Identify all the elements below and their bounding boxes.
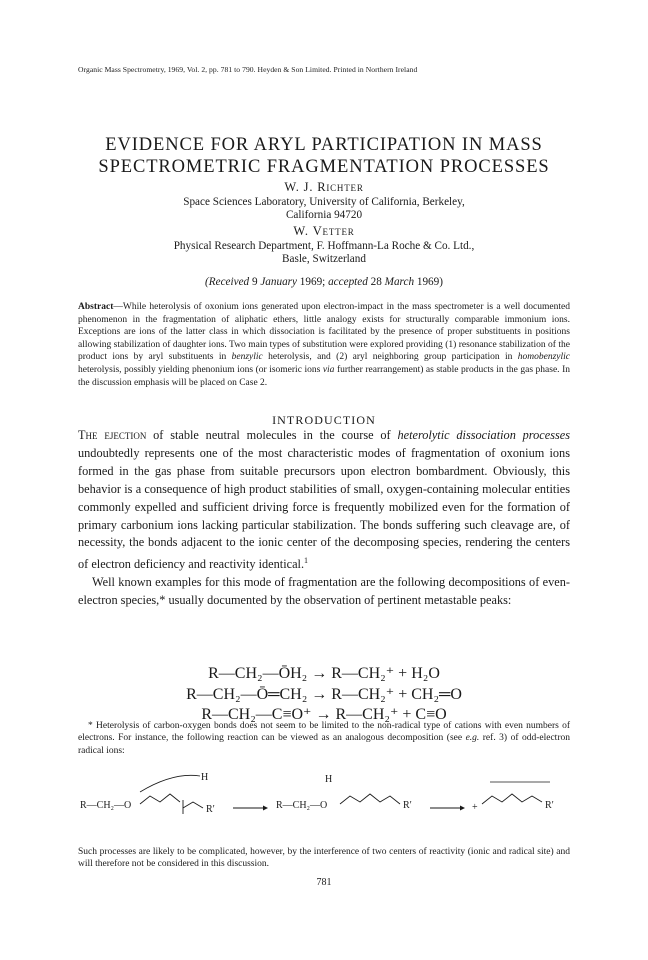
scheme-chain-2 [340,794,400,804]
scheme-left-formula: R—CH₂—O [80,800,132,811]
scheme-plus: + [472,802,478,813]
author-1-name: W. J. Richter [284,180,364,194]
section-heading-introduction: INTRODUCTION [272,413,376,427]
reaction-scheme [78,770,570,830]
author-2-affiliation-line-1: Physical Research Department, F. Hoffmann-La Roche & Co. Ltd., [173,240,475,252]
reaction-equation-3: R—CH₂—C≡O⁺ → R—CH₂⁺ + C≡O [201,706,447,723]
scheme-r3: R′ [545,800,554,811]
abstract-label: Abstract [78,302,114,312]
introduction-body [78,427,570,610]
page-number: 781 [316,877,332,888]
running-head: Organic Mass Spectrometry, 1969, Vol. 2, pp. 781 to 790. Heyden & Son Limited. Printed in Northern Ireland [78,65,418,74]
scheme-mid-formula: R—CH₂—O [276,800,328,811]
scheme-h-label: H [201,772,209,783]
footnote: * Heterolysis of carbon-oxygen bonds does not seem to be limited to the non-radical type of cations with even numbers of electrons. For instance, the following reaction can be viewed as an analogous decomposition (see e.g. ref. 3) of odd-electron radical ions: [78,721,570,756]
author-2-name: W. Vetter [293,224,355,238]
closing-paragraph: Such processes are likely to be complicated, however, by the interference of two centers of reactivity (ionic and radical site) and will therefore not be considered in this discussion. [78,847,570,870]
article-title [60,134,588,178]
scheme-chain-1 [140,794,180,804]
intro-paragraph-1: The ejection of stable neutral molecules in the course of heterolytic dissociation processes undoubtedly represents one of the most characteristic modes of fragmentation of oxonium ions formed in the gas phase from suitable precursors upon electron bombardment. Obviously, this behavior is a consequence of high product stabilities of small, oxygen-containing molecular entities commonly expelled and sufficient driving force is frequently mobilized even for the formation of primary carbonium ions lacking particular stabilization. The bonds suffering such cleavage are, of necessity, the bonds adjacent to the ionic center of the decomposing species, rendering the centers of electron deficiency and reactivity identical.$^1$ [78,428,571,572]
title-line-2: SPECTROMETRIC FRAGMENTATION PROCESSES [98,157,550,177]
reaction-equation-1: R—CH₂—ŌH₂ → R—CH₂⁺ + H₂O [208,665,440,682]
scheme-h-label-2: H [325,774,333,785]
intro-paragraph-2: Well known examples for this mode of fragmentation are the following decompositions of even-electron species,* usually documented by the observation of pertinent metastable peaks: [78,575,570,608]
author-2-affiliation-line-2: Basle, Switzerland [282,253,366,265]
scheme-r1: R′ [206,804,215,815]
title-line-1: EVIDENCE FOR ARYL PARTICIPATION IN MASS [105,135,543,155]
scheme-r2: R′ [403,800,412,811]
author-1-affiliation-line-2: California 94720 [285,209,363,221]
received-dates: (Received 9 January 1969; accepted 28 March 1969) [205,276,443,288]
reference-marker-1: 1 [304,556,309,566]
reaction-equation-2: R—CH₂—Ō═CH₂ → R—CH₂⁺ + CH₂═O [186,686,462,703]
scheme-chain-3 [482,794,542,804]
scheme-arrow-curve-1 [140,775,200,792]
author-1-affiliation-line-1: Space Sciences Laboratory, University of California, Berkeley, [183,196,465,208]
abstract: Abstract—While heterolysis of oxonium ions generated upon electron-impact in the mass spectrometer is a well documented phenomenon in the fragmentation of aliphatic ethers, little analogy exists for structurally comparable immonium ions. Exceptions are ions of the latter class in which dissociation is facilitated by the presence of proper substituents in positions allowing stabilization of daughter ions. Two main types of substitution were explored providing (1) resonance stabilization of the product ions by aryl substituents in benzylic heterolysis, and (2) aryl neighboring group participation in homobenzylic heterolysis, possibly yielding phenonium ions (or isomeric ions via further rearrangement) as stable products in the gas phase. In the discussion emphasis will be placed on Case 2. [78,302,570,388]
